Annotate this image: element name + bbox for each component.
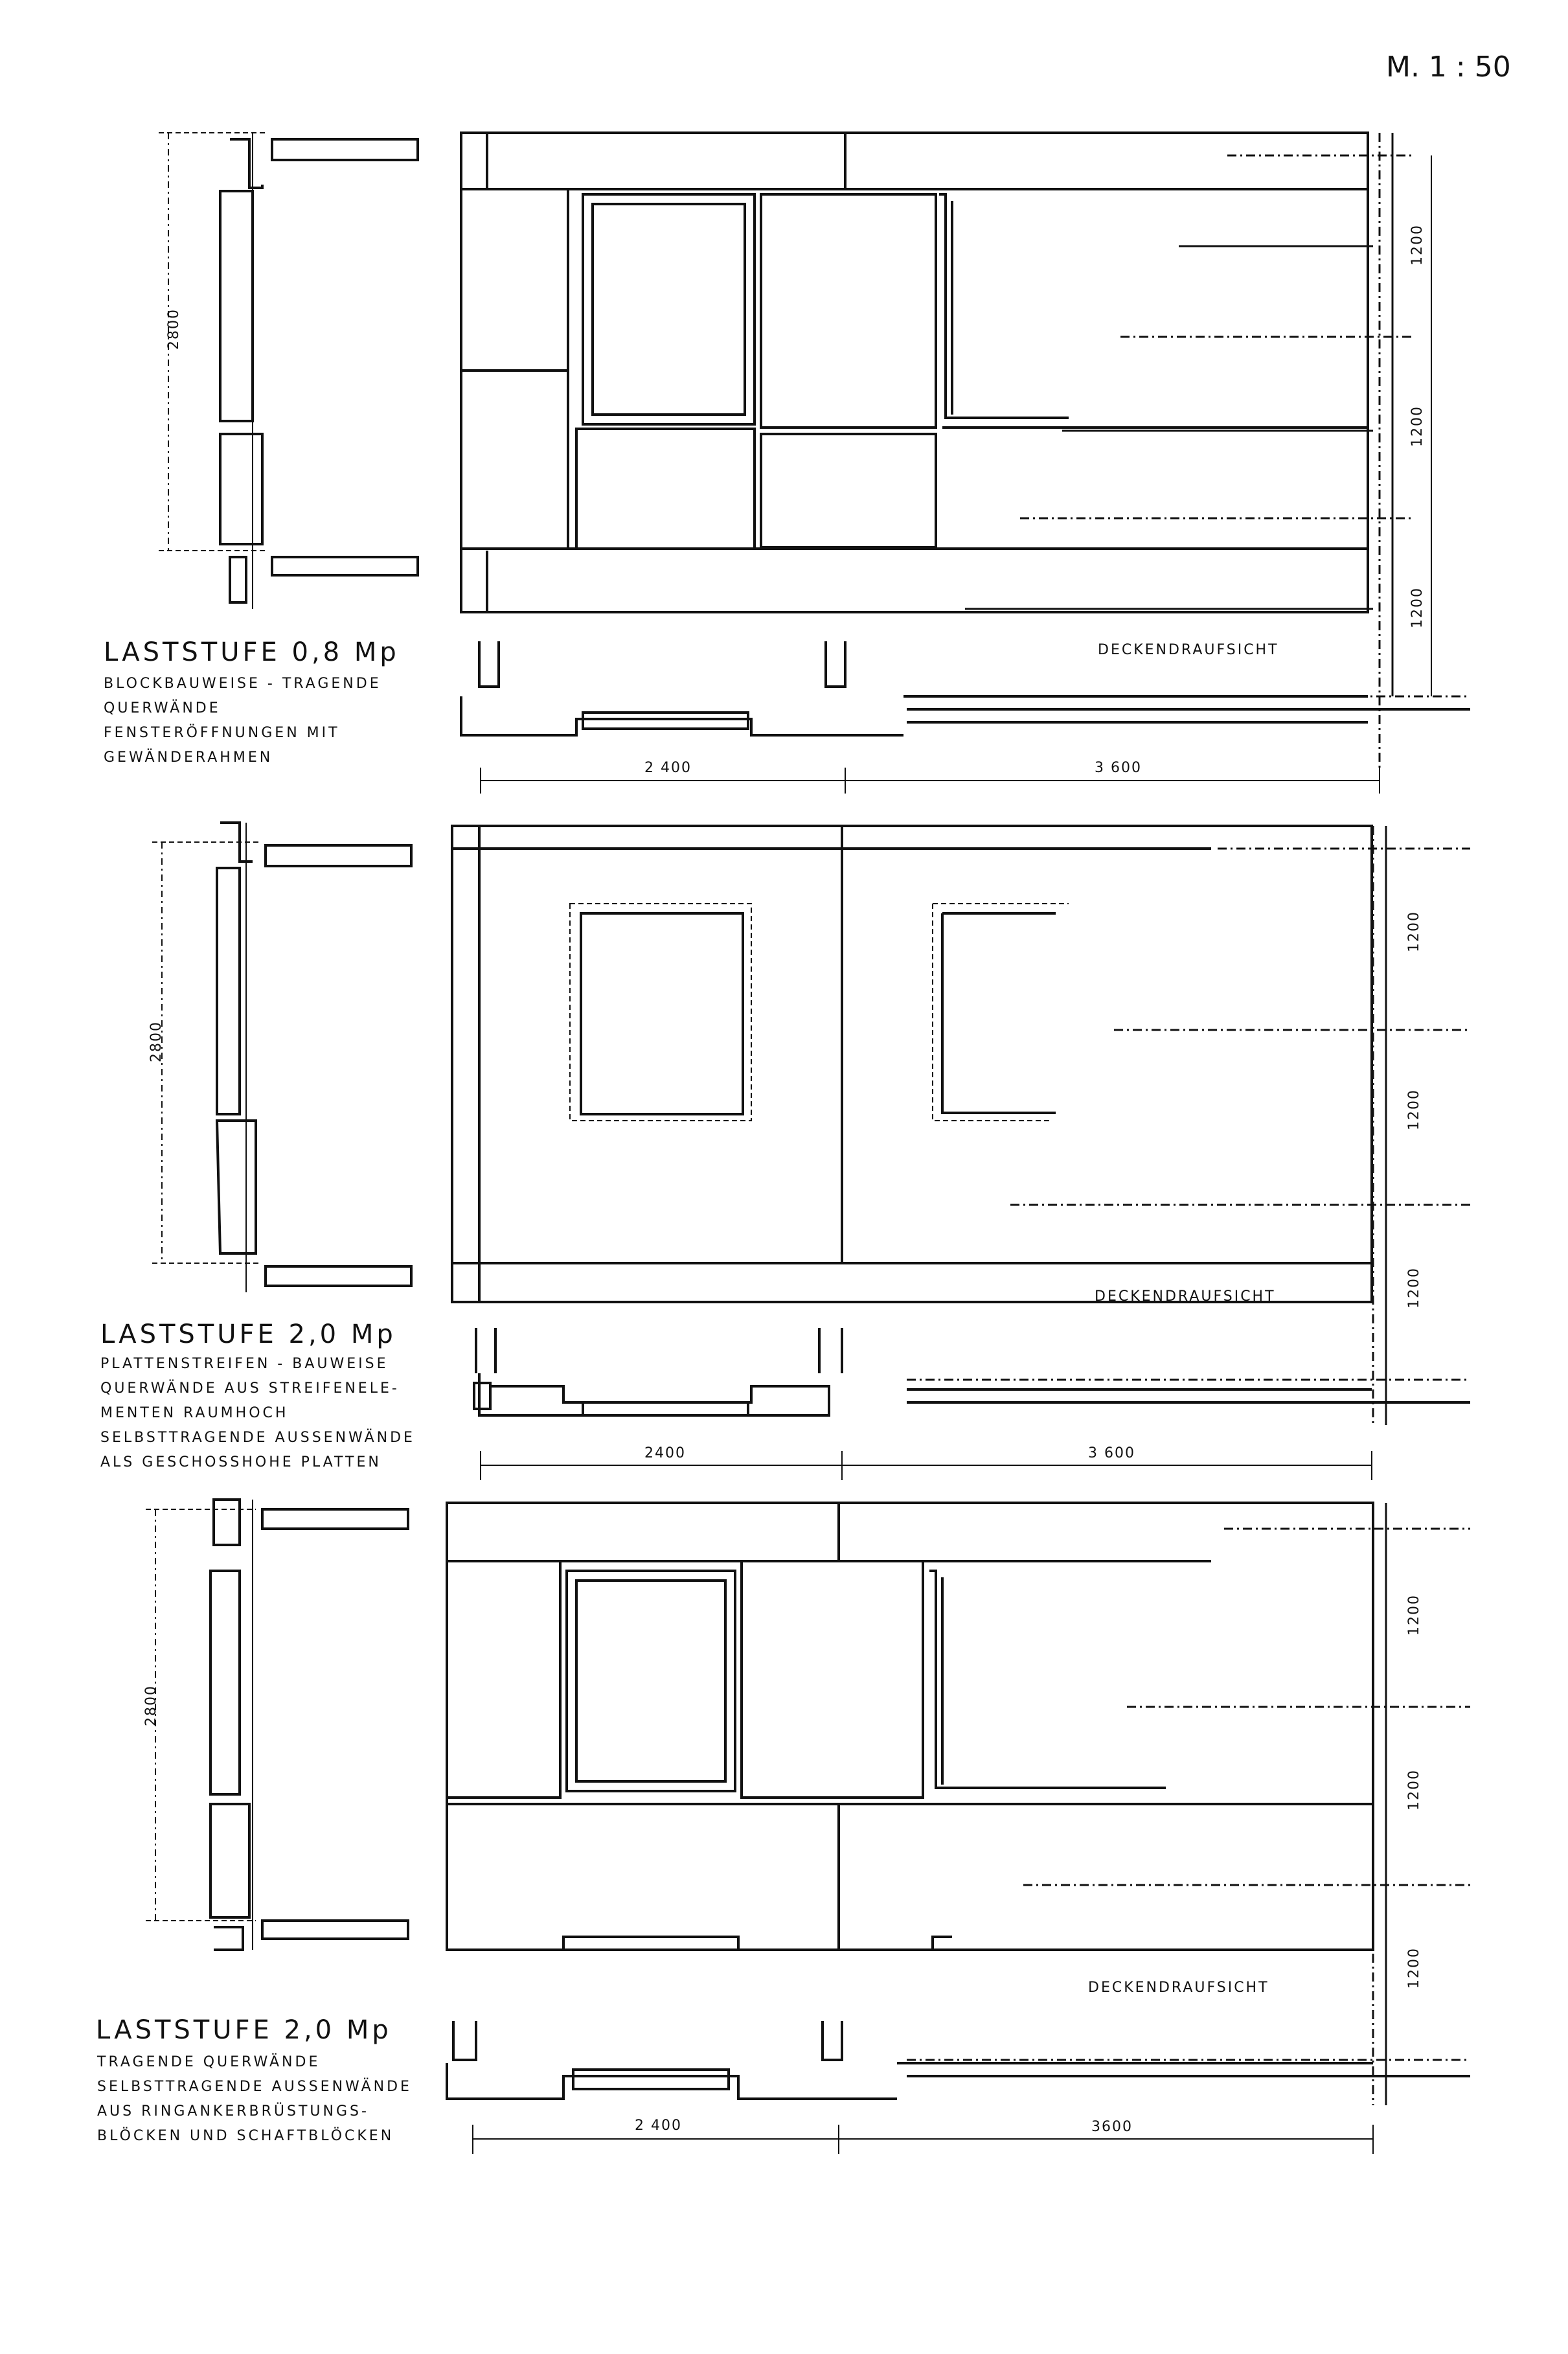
elevation-2 bbox=[452, 826, 1372, 1302]
panel-title-1: LASTSTUFE 0,8 Mp bbox=[104, 637, 400, 667]
side-dim-3c: 1200 bbox=[1406, 1947, 1422, 1989]
dim-left-2: 2400 bbox=[644, 1445, 686, 1461]
side-dim-2a: 1200 bbox=[1406, 911, 1422, 952]
panel-1 bbox=[104, 133, 1470, 794]
plan-3 bbox=[447, 2021, 1470, 2154]
elevation-1 bbox=[461, 133, 1368, 612]
dim-right-3: 3600 bbox=[1091, 2119, 1133, 2135]
plan-label-3: DECKENDRAUFSICHT bbox=[1088, 1980, 1269, 1996]
floor-lines-2 bbox=[907, 826, 1470, 1425]
panel-desc-3c: AUS RINGANKERBRÜSTUNGS- bbox=[97, 2103, 369, 2120]
panel-3 bbox=[96, 1500, 1470, 2154]
panel-desc-3b: SELBSTTRAGENDE AUSSENWÄNDE bbox=[97, 2079, 412, 2095]
plan-2 bbox=[474, 1328, 1470, 1480]
dim-left-3: 2 400 bbox=[635, 2118, 682, 2134]
panel-title-2: LASTSTUFE 2,0 Mp bbox=[100, 1320, 396, 1349]
height-dim-1: 2800 bbox=[166, 308, 182, 350]
panel-desc-3a: TRAGENDE QUERWÄNDE bbox=[97, 2054, 321, 2070]
dim-left-1: 2 400 bbox=[644, 760, 692, 776]
wall-section-1 bbox=[159, 133, 418, 609]
floor-lines-1 bbox=[907, 133, 1470, 771]
panel-desc-1d: GEWÄNDERAHMEN bbox=[104, 749, 273, 766]
side-dim-2b: 1200 bbox=[1406, 1089, 1422, 1130]
side-dim-1b: 1200 bbox=[1409, 406, 1426, 447]
wall-section-3 bbox=[146, 1500, 408, 1950]
wall-section-2 bbox=[152, 823, 411, 1292]
side-dim-1c: 1200 bbox=[1409, 587, 1426, 628]
height-dim-2: 2800 bbox=[148, 1021, 165, 1062]
side-dim-2c: 1200 bbox=[1406, 1267, 1422, 1308]
panel-desc-1b: QUERWÄNDE bbox=[104, 700, 221, 716]
panel-desc-2b: QUERWÄNDE AUS STREIFENELE- bbox=[100, 1380, 400, 1397]
dim-right-1: 3 600 bbox=[1095, 760, 1142, 776]
panel-2 bbox=[100, 823, 1470, 1480]
height-dim-3: 2800 bbox=[143, 1685, 159, 1726]
panel-desc-2e: ALS GESCHOSSHOHE PLATTEN bbox=[100, 1454, 381, 1470]
plan-label-2: DECKENDRAUFSICHT bbox=[1095, 1288, 1276, 1305]
panel-desc-1c: FENSTERÖFFNUNGEN MIT bbox=[104, 725, 340, 741]
panel-desc-2a: PLATTENSTREIFEN - BAUWEISE bbox=[100, 1356, 389, 1372]
scale-label: M. 1 : 50 bbox=[1386, 51, 1511, 84]
side-dim-3a: 1200 bbox=[1406, 1594, 1422, 1636]
panel-desc-2d: SELBSTTRAGENDE AUSSENWÄNDE bbox=[100, 1430, 415, 1446]
elevation-3 bbox=[447, 1503, 1373, 1950]
plan-1 bbox=[461, 641, 1470, 794]
panel-desc-2c: MENTEN RAUMHOCH bbox=[100, 1405, 289, 1421]
plan-label-1: DECKENDRAUFSICHT bbox=[1098, 642, 1279, 658]
panel-desc-3d: BLÖCKEN UND SCHAFTBLÖCKEN bbox=[97, 2128, 394, 2144]
dim-right-2: 3 600 bbox=[1088, 1445, 1135, 1461]
side-dim-1a: 1200 bbox=[1409, 224, 1426, 266]
panel-desc-1a: BLOCKBAUWEISE - TRAGENDE bbox=[104, 676, 381, 692]
panel-title-3: LASTSTUFE 2,0 Mp bbox=[96, 2015, 392, 2045]
side-dim-3b: 1200 bbox=[1406, 1769, 1422, 1811]
